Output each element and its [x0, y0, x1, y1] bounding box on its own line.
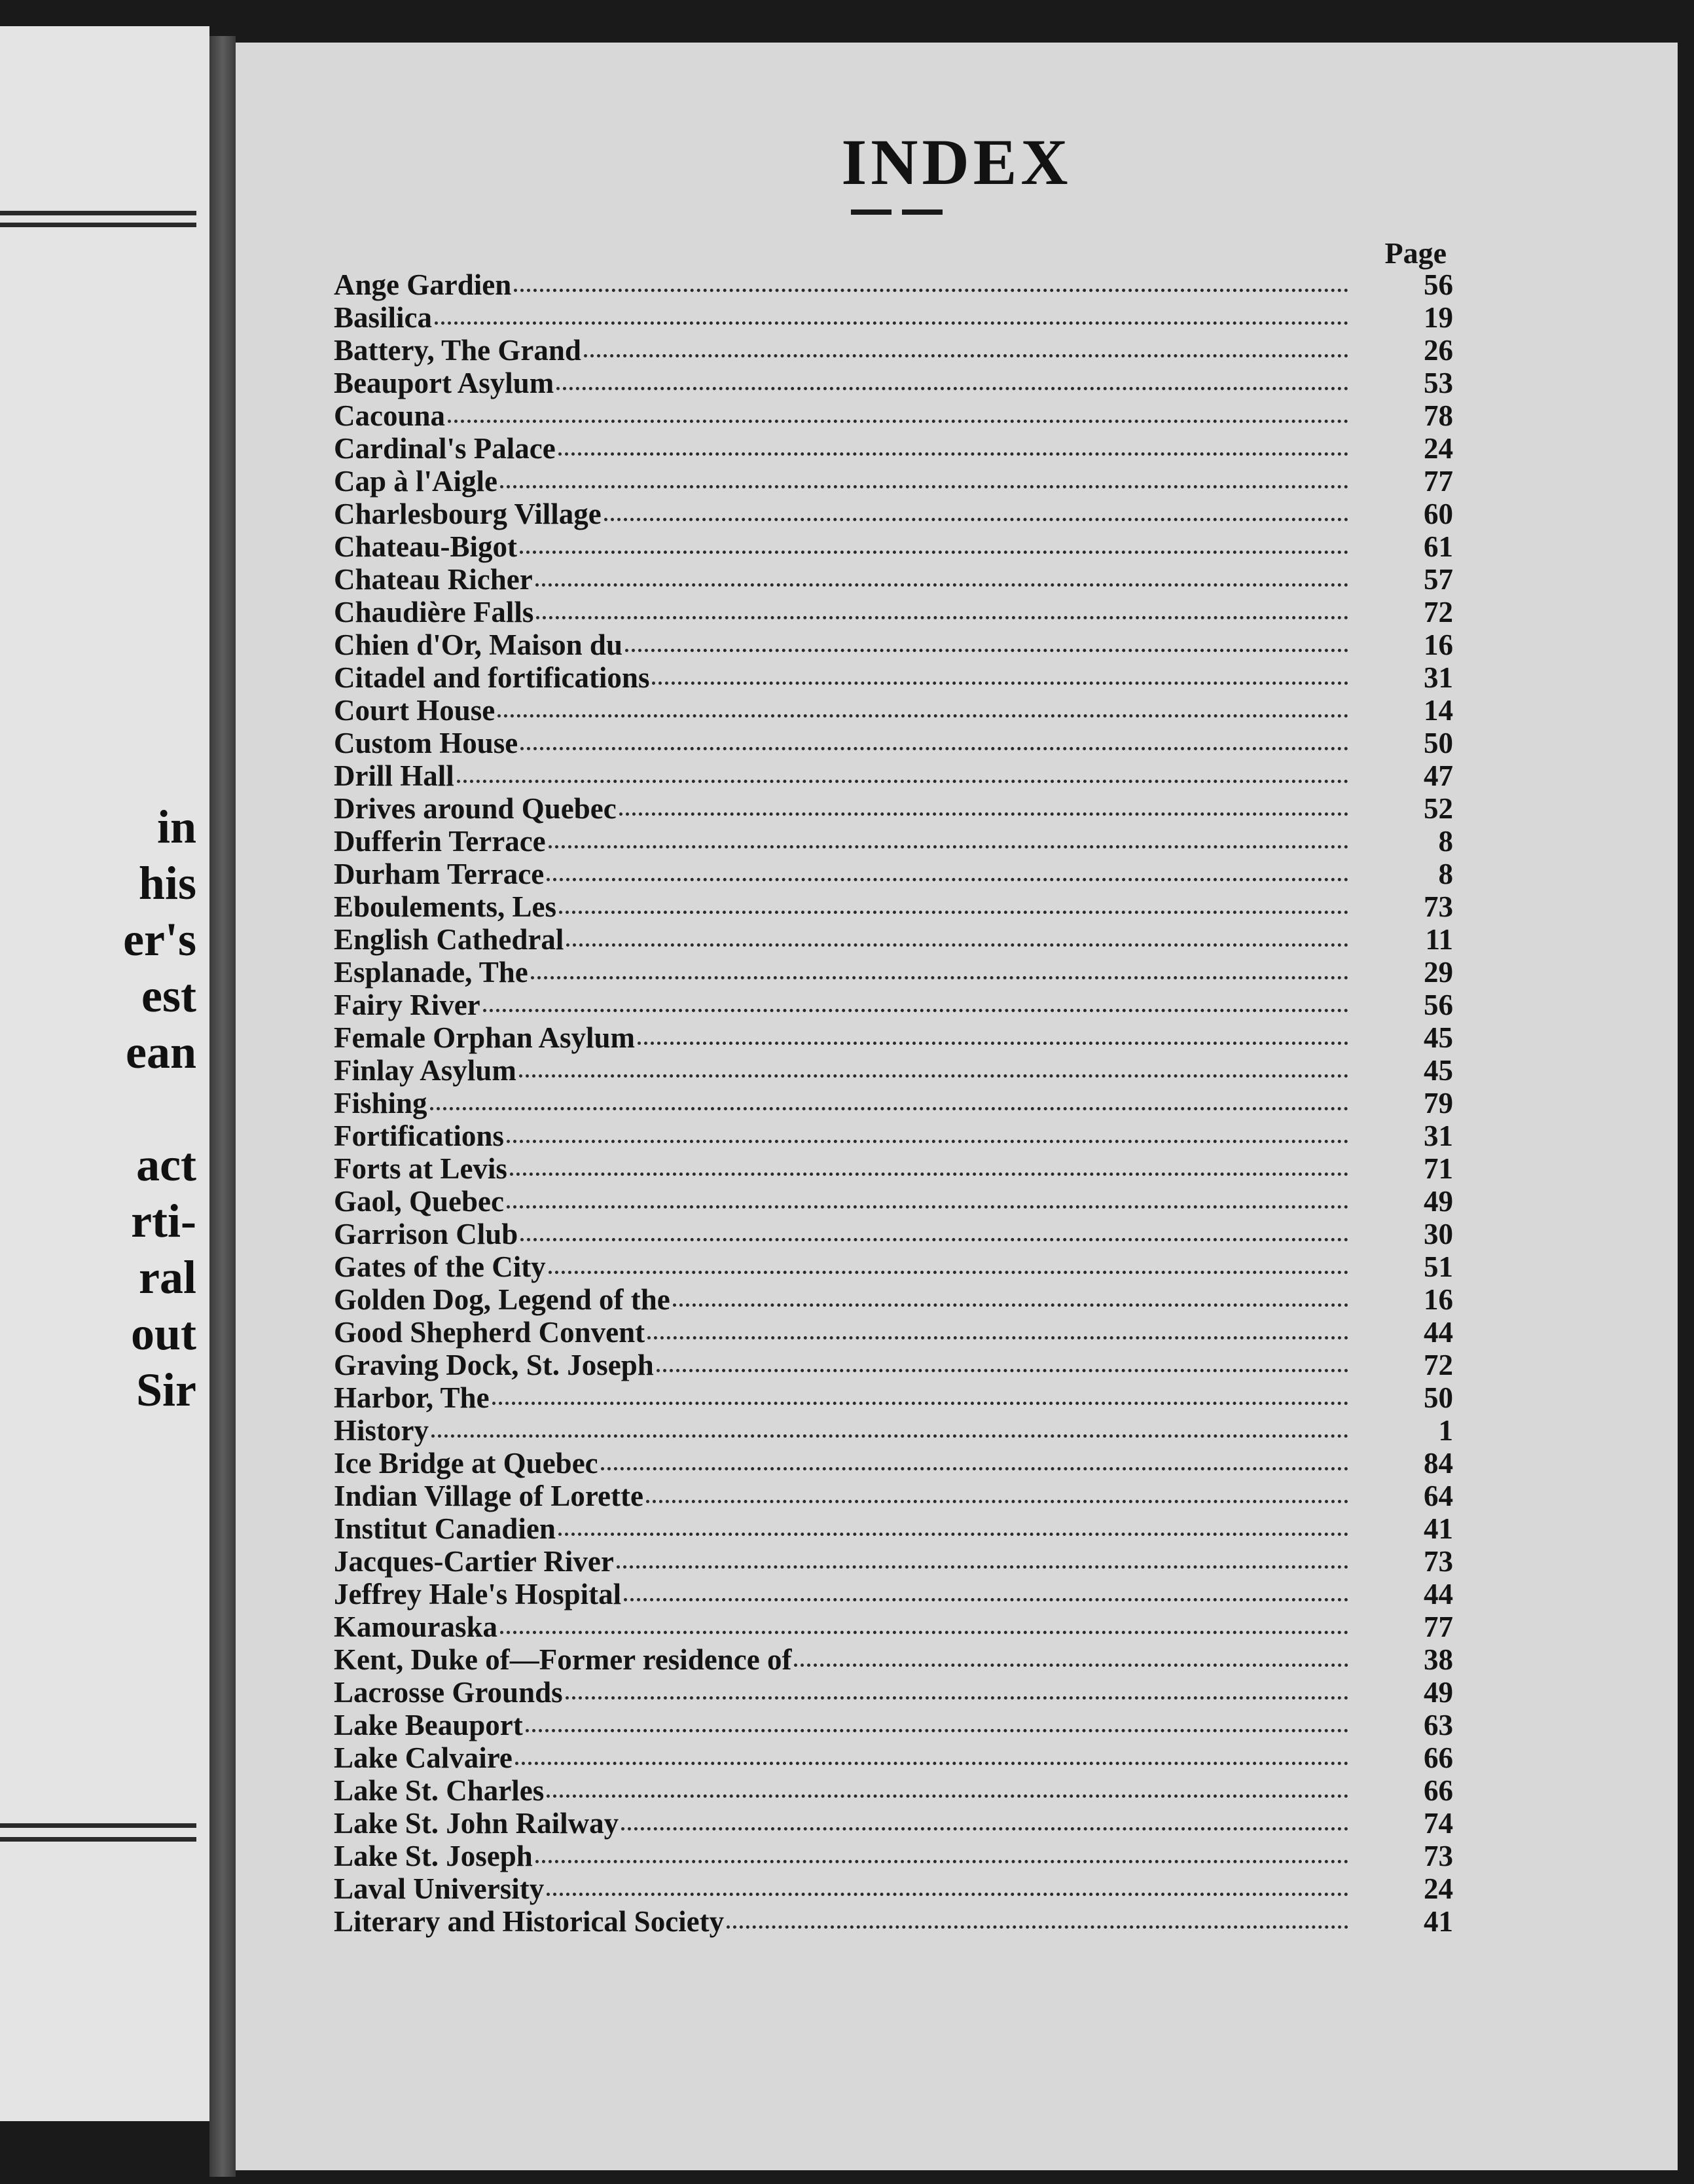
entry-page-number: 73: [1424, 1545, 1453, 1578]
left-page-line: his: [138, 857, 196, 909]
index-entry: [334, 956, 1453, 989]
dot-leader: [430, 1099, 1348, 1110]
entry-page-number: 49: [1424, 1185, 1453, 1218]
left-page-rule: [0, 1823, 196, 1828]
dot-leader: [520, 1230, 1348, 1241]
dot-leader: [566, 1688, 1348, 1700]
index-entry: [334, 858, 1453, 890]
entry-page-number: 16: [1424, 628, 1453, 661]
index-entry: [334, 1381, 1453, 1414]
entry-name: Lacrosse Grounds: [334, 1676, 563, 1709]
entry-page-number: 78: [1424, 399, 1453, 432]
index-entry: [334, 923, 1453, 956]
entry-page-number: 45: [1424, 1054, 1453, 1087]
entry-page-number: 50: [1424, 727, 1453, 759]
entry-name: Laval University: [334, 1872, 545, 1905]
left-page-line: act: [136, 1138, 196, 1191]
entry-name: Lake St. Joseph: [334, 1840, 533, 1872]
entry-name: Basilica: [334, 301, 433, 334]
entry-page-number: 72: [1424, 1349, 1453, 1381]
entry-page-number: 84: [1424, 1447, 1453, 1480]
entry-page-number: 61: [1424, 530, 1453, 563]
left-page-text: [0, 799, 196, 1418]
dot-leader: [621, 1819, 1348, 1830]
index-entry: [334, 1414, 1453, 1447]
dot-leader: [673, 1296, 1348, 1307]
entry-name: Graving Dock, St. Joseph: [334, 1349, 654, 1381]
entry-name: Chateau-Bigot: [334, 530, 517, 563]
index-entry: [334, 1349, 1453, 1381]
entry-name: English Cathedral: [334, 923, 564, 956]
entry-page-number: 11: [1425, 923, 1453, 956]
entry-name: Custom House: [334, 727, 518, 759]
entry-page-number: 41: [1424, 1512, 1453, 1545]
entry-name: Fairy River: [334, 989, 480, 1021]
entry-name: Chien d'Or, Maison du: [334, 628, 622, 661]
dot-leader: [652, 674, 1348, 685]
entry-page-number: 38: [1424, 1643, 1453, 1676]
left-page-line: ean: [126, 1026, 196, 1078]
title-ornament: [851, 209, 892, 215]
dot-leader: [514, 281, 1348, 292]
index-entry: [334, 301, 1453, 334]
entry-page-number: 44: [1424, 1316, 1453, 1349]
left-page-line: est: [141, 970, 196, 1022]
dot-leader: [500, 1623, 1348, 1634]
left-page-rule: [0, 1837, 196, 1842]
entry-page-number: 44: [1424, 1578, 1453, 1611]
entry-page-number: 52: [1424, 792, 1453, 825]
index-entry: [334, 989, 1453, 1021]
entry-name: Kent, Duke of—Former residence of: [334, 1643, 792, 1676]
index-entry: [334, 1480, 1453, 1512]
index-entry: [334, 727, 1453, 759]
entry-page-number: 56: [1424, 268, 1453, 301]
entry-page-number: 66: [1424, 1741, 1453, 1774]
entry-page-number: 73: [1424, 1840, 1453, 1872]
left-page-line: Sir: [135, 1364, 196, 1416]
entry-name: Jacques-Cartier River: [334, 1545, 614, 1578]
entry-name: Charlesbourg Village: [334, 498, 602, 530]
entry-name: Female Orphan Asylum: [334, 1021, 636, 1054]
entry-page-number: 72: [1424, 596, 1453, 628]
dot-leader: [638, 1034, 1348, 1045]
entry-name: Citadel and fortifications: [334, 661, 650, 694]
dot-leader: [646, 1492, 1348, 1503]
dot-leader: [558, 1525, 1348, 1536]
entry-page-number: 31: [1424, 1119, 1453, 1152]
entry-page-number: 73: [1424, 890, 1453, 923]
entry-name: Drives around Quebec: [334, 792, 617, 825]
left-page-line: in: [156, 801, 196, 853]
entry-name: Literary and Historical Society: [334, 1905, 725, 1938]
entry-name: Ange Gardien: [334, 268, 512, 301]
title-ornament: [902, 209, 943, 215]
entry-name: Good Shepherd Convent: [334, 1316, 645, 1349]
entry-page-number: 77: [1424, 465, 1453, 498]
dot-leader: [448, 412, 1348, 423]
entry-name: Jeffrey Hale's Hospital: [334, 1578, 622, 1611]
entry-page-number: 8: [1438, 825, 1453, 858]
entry-page-number: 1: [1438, 1414, 1453, 1447]
entry-page-number: 29: [1424, 956, 1453, 989]
index-entry: [334, 1872, 1453, 1905]
index-entry: [334, 1611, 1453, 1643]
entry-name: Kamouraska: [334, 1611, 498, 1643]
dot-leader: [624, 1590, 1348, 1601]
index-entry: [334, 1185, 1453, 1218]
index-entry: [334, 890, 1453, 923]
entry-page-number: 45: [1424, 1021, 1453, 1054]
index-entry: [334, 465, 1453, 498]
entry-name: Lake St. Charles: [334, 1774, 545, 1807]
left-page-rule: [0, 223, 196, 227]
page-column-header: Page: [1384, 236, 1447, 270]
index-entry: [334, 1676, 1453, 1709]
index-entry: [334, 661, 1453, 694]
entry-page-number: 77: [1424, 1611, 1453, 1643]
entry-page-number: 49: [1424, 1676, 1453, 1709]
entry-name: Finlay Asylum: [334, 1054, 516, 1087]
index-entry: [334, 1021, 1453, 1054]
index-entry: [334, 1250, 1453, 1283]
left-page-line: out: [130, 1307, 196, 1360]
index-entry: [334, 563, 1453, 596]
entry-page-number: 26: [1424, 334, 1453, 367]
dot-leader: [507, 1132, 1348, 1143]
index-entry: [334, 399, 1453, 432]
index-entry: [334, 1512, 1453, 1545]
entry-page-number: 41: [1424, 1905, 1453, 1938]
entry-page-number: 14: [1424, 694, 1453, 727]
dot-leader: [520, 739, 1348, 750]
index-page: [236, 43, 1678, 2170]
entry-name: Esplanade, The: [334, 956, 528, 989]
left-page-line: er's: [123, 913, 196, 966]
entry-name: Chaudière Falls: [334, 596, 534, 628]
entry-name: Dufferin Terrace: [334, 825, 546, 858]
index-entry: [334, 1741, 1453, 1774]
index-entry: [334, 628, 1453, 661]
dot-leader: [431, 1427, 1348, 1438]
entry-page-number: 63: [1424, 1709, 1453, 1741]
left-page-line: rti-: [131, 1195, 196, 1247]
entry-name: Beauport Asylum: [334, 367, 554, 399]
dot-leader: [535, 1852, 1348, 1863]
entry-page-number: 79: [1424, 1087, 1453, 1119]
index-entry: [334, 596, 1453, 628]
dot-leader: [507, 1197, 1348, 1209]
entry-name: Court House: [334, 694, 496, 727]
left-page-fragment: [0, 26, 209, 2121]
dot-leader: [510, 1165, 1348, 1176]
entry-name: Fortifications: [334, 1119, 504, 1152]
dot-leader: [435, 314, 1348, 325]
entry-name: Chateau Richer: [334, 563, 533, 596]
entry-name: Indian Village of Lorette: [334, 1480, 643, 1512]
dot-leader: [727, 1918, 1348, 1929]
dot-leader: [647, 1328, 1348, 1339]
entry-name: Cap à l'Aigle: [334, 465, 498, 498]
entry-page-number: 66: [1424, 1774, 1453, 1807]
index-entry: [334, 268, 1453, 301]
index-entry: [334, 1807, 1453, 1840]
entry-name: Gates of the City: [334, 1250, 546, 1283]
dot-leader: [617, 1557, 1348, 1569]
entry-page-number: 19: [1424, 301, 1453, 334]
index-entry: [334, 1643, 1453, 1676]
entry-name: Cacouna: [334, 399, 446, 432]
index-entry: [334, 530, 1453, 563]
left-page-rule: [0, 211, 196, 215]
index-entry: [334, 1545, 1453, 1578]
index-entry: [334, 1316, 1453, 1349]
dot-leader: [483, 1001, 1348, 1012]
entry-page-number: 64: [1424, 1480, 1453, 1512]
entry-page-number: 74: [1424, 1807, 1453, 1840]
book-gutter: [209, 36, 236, 2177]
entry-name: Cardinal's Palace: [334, 432, 556, 465]
dot-leader: [535, 575, 1348, 587]
entry-page-number: 31: [1424, 661, 1453, 694]
index-entry: [334, 367, 1453, 399]
index-entry: [334, 1087, 1453, 1119]
entry-name: Fishing: [334, 1087, 427, 1119]
entry-name: Garrison Club: [334, 1218, 518, 1250]
page-title: INDEX: [841, 126, 1072, 198]
index-entry: [334, 1218, 1453, 1250]
dot-leader: [520, 543, 1348, 554]
entry-name: Lake Beauport: [334, 1709, 523, 1741]
dot-leader: [604, 510, 1348, 521]
dot-leader: [536, 608, 1348, 619]
entry-name: Durham Terrace: [334, 858, 545, 890]
left-page-line: [0, 1080, 196, 1137]
entry-page-number: 57: [1424, 563, 1453, 596]
dot-leader: [558, 445, 1348, 456]
entry-name: Ice Bridge at Quebec: [334, 1447, 598, 1480]
entry-name: History: [334, 1414, 429, 1447]
dot-leader: [601, 1459, 1348, 1470]
dot-leader: [657, 1361, 1348, 1372]
entry-page-number: 16: [1424, 1283, 1453, 1316]
dot-leader: [547, 1787, 1348, 1798]
entry-name: Institut Canadien: [334, 1512, 556, 1545]
dot-leader: [547, 870, 1348, 881]
index-entry: [334, 1840, 1453, 1872]
index-entry: [334, 792, 1453, 825]
entry-page-number: 51: [1424, 1250, 1453, 1283]
dot-leader: [556, 379, 1348, 390]
dot-leader: [547, 1885, 1348, 1896]
dot-leader: [500, 477, 1348, 488]
dot-leader: [497, 706, 1348, 718]
index-entry: [334, 1283, 1453, 1316]
entry-page-number: 56: [1424, 989, 1453, 1021]
entry-name: Lake Calvaire: [334, 1741, 513, 1774]
dot-leader: [526, 1721, 1348, 1732]
index-entry: [334, 825, 1453, 858]
dot-leader: [559, 903, 1348, 914]
dot-leader: [515, 1754, 1348, 1765]
index-entry: [334, 759, 1453, 792]
entry-name: Lake St. John Railway: [334, 1807, 619, 1840]
index-entry: [334, 334, 1453, 367]
index-entry: [334, 1152, 1453, 1185]
entry-name: Gaol, Quebec: [334, 1185, 504, 1218]
entry-name: Eboulements, Les: [334, 890, 557, 923]
index-entry: [334, 1119, 1453, 1152]
index-entry: [334, 1774, 1453, 1807]
index-entry: [334, 498, 1453, 530]
entry-name: Drill Hall: [334, 759, 454, 792]
entry-page-number: 53: [1424, 367, 1453, 399]
dot-leader: [549, 837, 1348, 848]
entry-page-number: 71: [1424, 1152, 1453, 1185]
index-entry: [334, 1578, 1453, 1611]
index-entry: [334, 1709, 1453, 1741]
entry-page-number: 8: [1438, 858, 1453, 890]
dot-leader: [619, 805, 1348, 816]
entry-name: Forts at Levis: [334, 1152, 507, 1185]
index-entry: [334, 1905, 1453, 1938]
entry-name: Battery, The Grand: [334, 334, 581, 367]
dot-leader: [549, 1263, 1348, 1274]
dot-leader: [531, 968, 1348, 979]
entry-page-number: 47: [1424, 759, 1453, 792]
index-list: [334, 268, 1453, 1938]
dot-leader: [794, 1656, 1348, 1667]
index-entry: [334, 694, 1453, 727]
dot-leader: [519, 1066, 1348, 1078]
entry-name: Harbor, The: [334, 1381, 490, 1414]
entry-name: Golden Dog, Legend of the: [334, 1283, 670, 1316]
left-page-line: ral: [139, 1251, 196, 1303]
dot-leader: [492, 1394, 1348, 1405]
entry-page-number: 60: [1424, 498, 1453, 530]
entry-page-number: 50: [1424, 1381, 1453, 1414]
index-entry: [334, 1447, 1453, 1480]
entry-page-number: 24: [1424, 432, 1453, 465]
entry-page-number: 24: [1424, 1872, 1453, 1905]
dot-leader: [584, 346, 1348, 357]
dot-leader: [566, 936, 1348, 947]
index-entry: [334, 1054, 1453, 1087]
dot-leader: [457, 772, 1348, 783]
entry-page-number: 30: [1424, 1218, 1453, 1250]
index-entry: [334, 432, 1453, 465]
dot-leader: [625, 641, 1348, 652]
